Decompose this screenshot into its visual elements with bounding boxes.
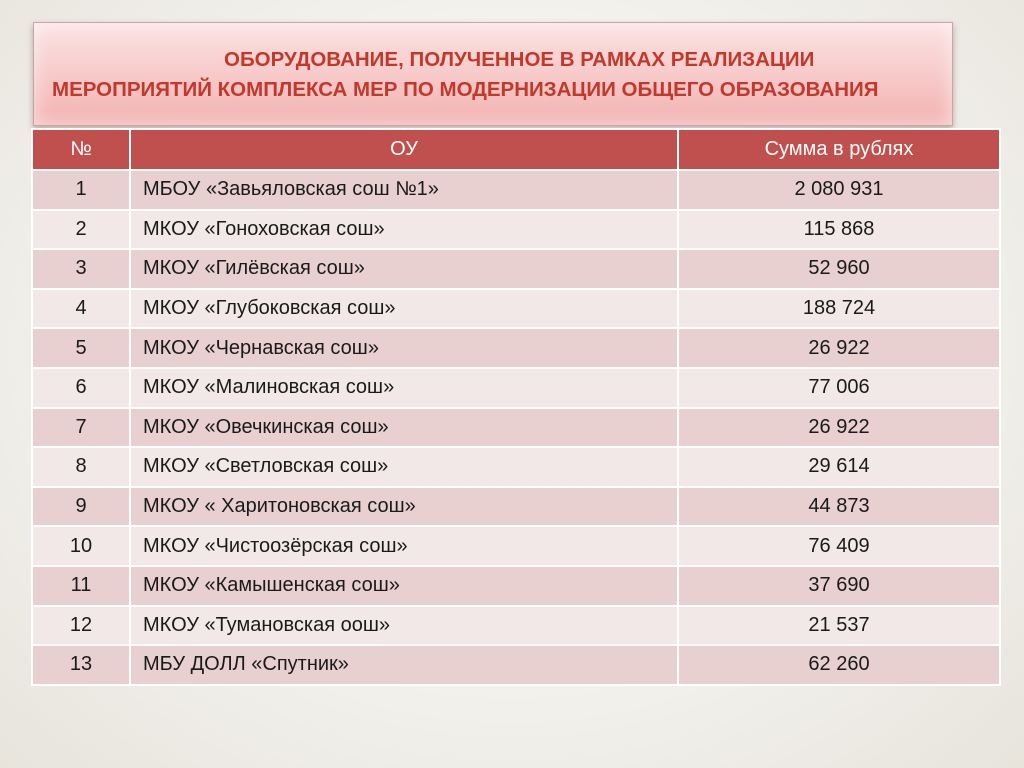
header-sum: Сумма в рублях [678, 129, 1000, 170]
cell-sum: 26 922 [678, 408, 1000, 448]
cell-org: МКОУ «Малиновская сош» [130, 368, 678, 408]
cell-num: 7 [32, 408, 130, 448]
cell-sum: 21 537 [678, 606, 1000, 646]
cell-org: МКОУ «Чернавская сош» [130, 328, 678, 368]
table-row [32, 368, 1000, 408]
cell-num: 12 [32, 606, 130, 646]
cell-org: МКОУ «Тумановская оош» [130, 606, 678, 646]
cell-num: 11 [32, 566, 130, 606]
table-row [32, 447, 1000, 487]
cell-num: 6 [32, 368, 130, 408]
cell-num: 8 [32, 447, 130, 487]
cell-num: 5 [32, 328, 130, 368]
table-row [32, 249, 1000, 289]
table-row [32, 606, 1000, 646]
cell-num: 1 [32, 170, 130, 210]
cell-sum: 77 006 [678, 368, 1000, 408]
table-row [32, 566, 1000, 606]
cell-sum: 188 724 [678, 289, 1000, 329]
table-row [32, 645, 1000, 685]
cell-sum: 76 409 [678, 526, 1000, 566]
cell-num: 3 [32, 249, 130, 289]
cell-org: МКОУ «Гилёвская сош» [130, 249, 678, 289]
cell-num: 9 [32, 487, 130, 527]
table-row [32, 328, 1000, 368]
cell-sum: 52 960 [678, 249, 1000, 289]
cell-org: МБОУ «Завьяловская сош №1» [130, 170, 678, 210]
cell-num: 10 [32, 526, 130, 566]
cell-org: МКОУ « Харитоновская сош» [130, 487, 678, 527]
table-row [32, 170, 1000, 210]
cell-num: 2 [32, 210, 130, 250]
cell-org: МКОУ «Глубоковская сош» [130, 289, 678, 329]
funding-table [31, 128, 1001, 686]
cell-sum: 37 690 [678, 566, 1000, 606]
cell-org: МКОУ «Чистоозёрская сош» [130, 526, 678, 566]
cell-sum: 115 868 [678, 210, 1000, 250]
table-row [32, 526, 1000, 566]
title-line-1: ОБОРУДОВАНИЕ, ПОЛУЧЕННОЕ В РАМКАХ РЕАЛИЗАЦИИ [224, 48, 815, 71]
table-row [32, 289, 1000, 329]
cell-org: МКОУ «Гоноховская сош» [130, 210, 678, 250]
cell-sum: 62 260 [678, 645, 1000, 685]
table-row [32, 487, 1000, 527]
cell-org: МКОУ «Камышенская сош» [130, 566, 678, 606]
cell-sum: 29 614 [678, 447, 1000, 487]
cell-num: 13 [32, 645, 130, 685]
header-num: № [32, 129, 130, 170]
header-org: ОУ [130, 129, 678, 170]
cell-org: МКОУ «Светловская сош» [130, 447, 678, 487]
cell-sum: 26 922 [678, 328, 1000, 368]
title-line-2: МЕРОПРИЯТИЙ КОМПЛЕКСА МЕР ПО МОДЕРНИЗАЦИИ ОБЩЕГО ОБРАЗОВАНИЯ [52, 78, 879, 101]
title-banner [33, 22, 953, 126]
cell-sum: 2 080 931 [678, 170, 1000, 210]
cell-num: 4 [32, 289, 130, 329]
table-header-row [32, 129, 1000, 170]
cell-org: МБУ ДОЛЛ «Спутник» [130, 645, 678, 685]
table-row [32, 210, 1000, 250]
cell-org: МКОУ «Овечкинская сош» [130, 408, 678, 448]
table-row [32, 408, 1000, 448]
cell-sum: 44 873 [678, 487, 1000, 527]
